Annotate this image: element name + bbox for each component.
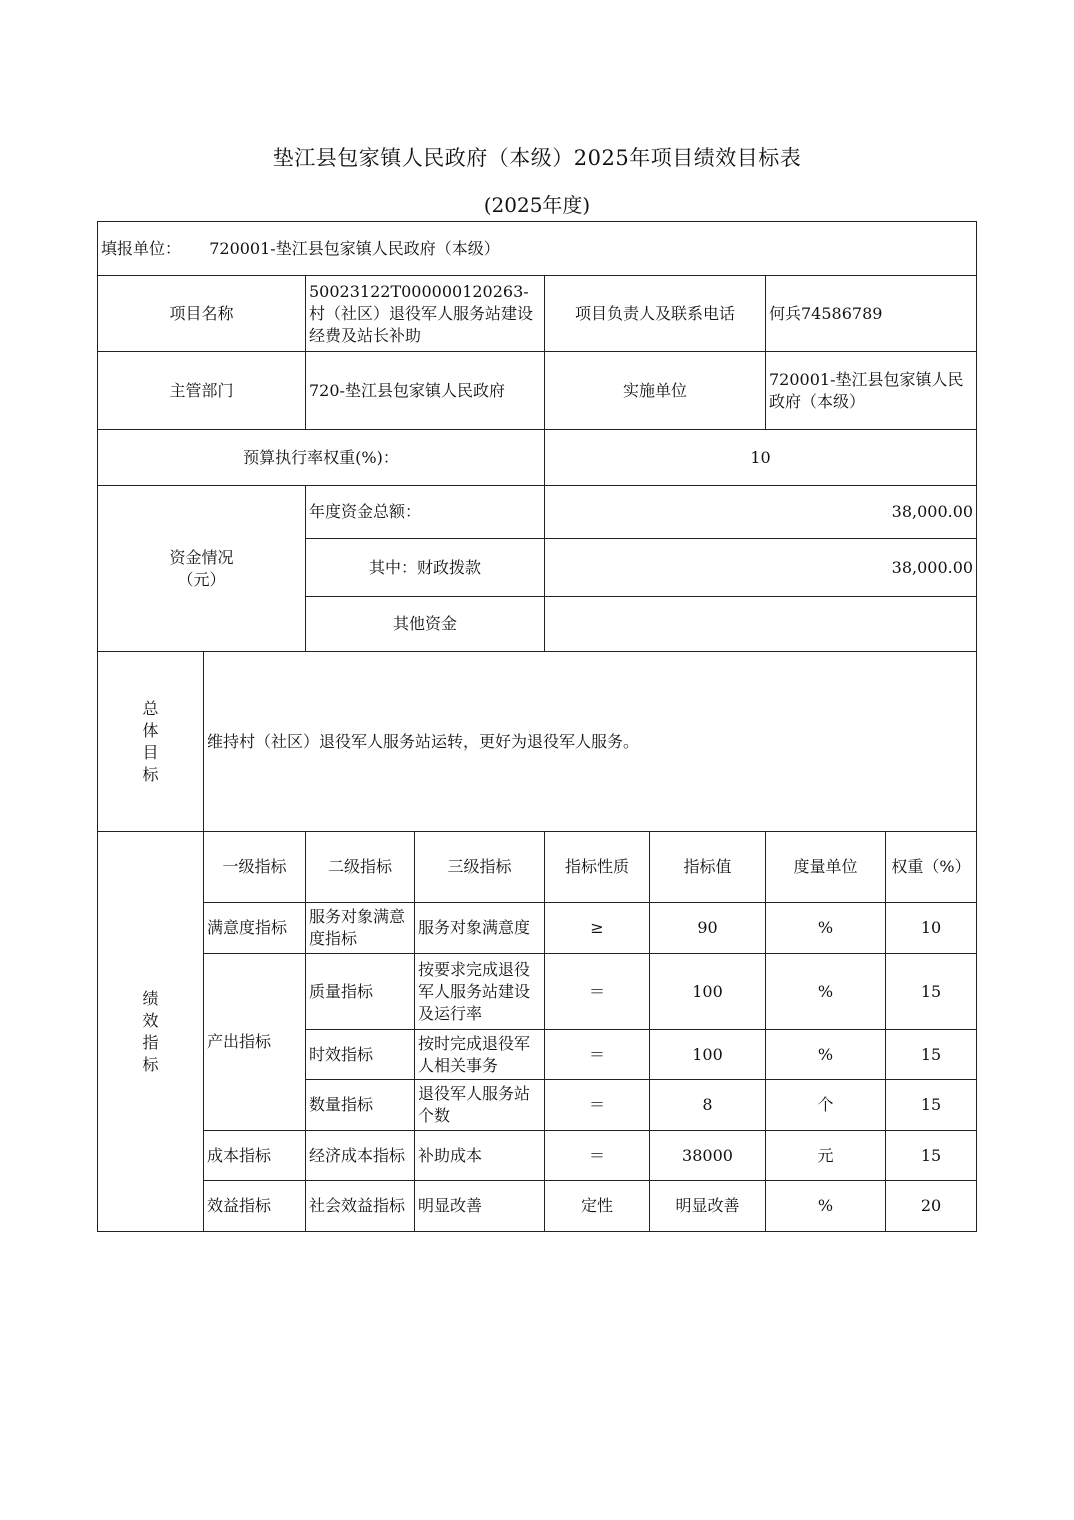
impl-unit-label: 实施单位 [545,352,766,430]
nature-cell: 定性 [545,1181,650,1232]
nature-cell: ＝ [545,1080,650,1131]
level3-cell: 退役军人服务站个数 [415,1080,545,1131]
header-level1: 一级指标 [204,832,306,903]
overall-goal-char: 总 [142,698,159,718]
table-row [98,1131,977,1181]
overall-goal-label [98,652,204,832]
value-cell: 8 [650,1080,766,1131]
unit-cell: 元 [766,1131,886,1181]
project-owner-label: 项目负责人及联系电话 [545,276,766,352]
performance-target-table [97,221,977,1232]
dept-label: 主管部门 [98,352,306,430]
funds-other-value [545,597,977,652]
unit-cell: % [766,1030,886,1080]
overall-goal-text: 维持村（社区）退役军人服务站运转，更好为退役军人服务。 [204,652,977,832]
project-name-label: 项目名称 [98,276,306,352]
filing-unit-cell [98,222,977,276]
nature-cell: ＝ [545,954,650,1030]
performance-char: 绩 [142,988,159,1008]
funds-fiscal-label: 其中：财政拨款 [306,539,545,597]
budget-rate-value: 10 [545,430,977,486]
impl-unit-value: 720001-垫江县包家镇人民政府（本级） [766,352,977,430]
value-cell: 100 [650,954,766,1030]
page-title: 垫江县包家镇人民政府（本级）2025年项目绩效目标表 [272,146,802,170]
unit-cell: 个 [766,1080,886,1131]
unit-cell: % [766,954,886,1030]
funds-total-value: 38,000.00 [545,486,977,539]
performance-label [98,832,204,1232]
overall-goal-char: 体 [142,720,159,740]
weight-cell: 20 [886,1181,977,1232]
value-cell: 明显改善 [650,1181,766,1232]
table-row [98,1181,977,1232]
funds-unit: （元） [177,569,226,589]
level2-cell: 经济成本指标 [306,1131,415,1181]
header-unit: 度量单位 [766,832,886,903]
level2-cell: 时效指标 [306,1030,415,1080]
weight-cell: 15 [886,1030,977,1080]
nature-cell: ＝ [545,1131,650,1181]
level2-cell: 社会效益指标 [306,1181,415,1232]
overall-goal-char: 目 [142,742,159,762]
value-cell: 90 [650,903,766,954]
performance-char: 指 [142,1032,159,1052]
performance-char: 标 [142,1054,159,1074]
table-row [98,903,977,954]
header-weight: 权重（%） [886,832,977,903]
weight-cell: 10 [886,903,977,954]
level3-cell: 按时完成退役军人相关事务 [415,1030,545,1080]
project-owner-value: 何兵74586789 [766,276,977,352]
weight-cell: 15 [886,1131,977,1181]
funds-label-cell [98,486,306,652]
header-nature: 指标性质 [545,832,650,903]
page-subtitle: (2025年度) [483,193,591,217]
unit-cell: % [766,1181,886,1232]
funds-other-label: 其他资金 [306,597,545,652]
value-cell: 38000 [650,1131,766,1181]
overall-goal-char: 标 [142,764,159,784]
header-level3: 三级指标 [415,832,545,903]
level3-cell: 服务对象满意度 [415,903,545,954]
unit-cell: % [766,903,886,954]
nature-cell: ＝ [545,1030,650,1080]
nature-cell: ≥ [545,903,650,954]
value-cell: 100 [650,1030,766,1080]
funds-fiscal-value: 38,000.00 [545,539,977,597]
header-level2: 二级指标 [306,832,415,903]
table-row [98,954,977,1030]
performance-char: 效 [142,1010,159,1030]
weight-cell: 15 [886,1080,977,1131]
level1-cell: 满意度指标 [204,903,306,954]
level3-cell: 按要求完成退役军人服务站建设及运行率 [415,954,545,1030]
funds-label: 资金情况 [169,547,234,567]
weight-cell: 15 [886,954,977,1030]
header-value: 指标值 [650,832,766,903]
level1-cell: 效益指标 [204,1181,306,1232]
dept-value: 720-垫江县包家镇人民政府 [306,352,545,430]
level2-cell: 服务对象满意度指标 [306,903,415,954]
funds-total-label: 年度资金总额： [306,486,545,539]
level2-cell: 质量指标 [306,954,415,1030]
filing-unit-value: 720001-垫江县包家镇人民政府（本级） [209,238,500,258]
project-name-value: 50023122T000000120263-村（社区）退役军人服务站建设经费及站长补助 [306,276,545,352]
level2-cell: 数量指标 [306,1080,415,1131]
level1-cell: 成本指标 [204,1131,306,1181]
level3-cell: 明显改善 [415,1181,545,1232]
level1-cell: 产出指标 [204,954,306,1131]
filing-unit-label: 填报单位： [101,238,182,258]
level3-cell: 补助成本 [415,1131,545,1181]
budget-rate-label: 预算执行率权重(%)： [98,430,545,486]
